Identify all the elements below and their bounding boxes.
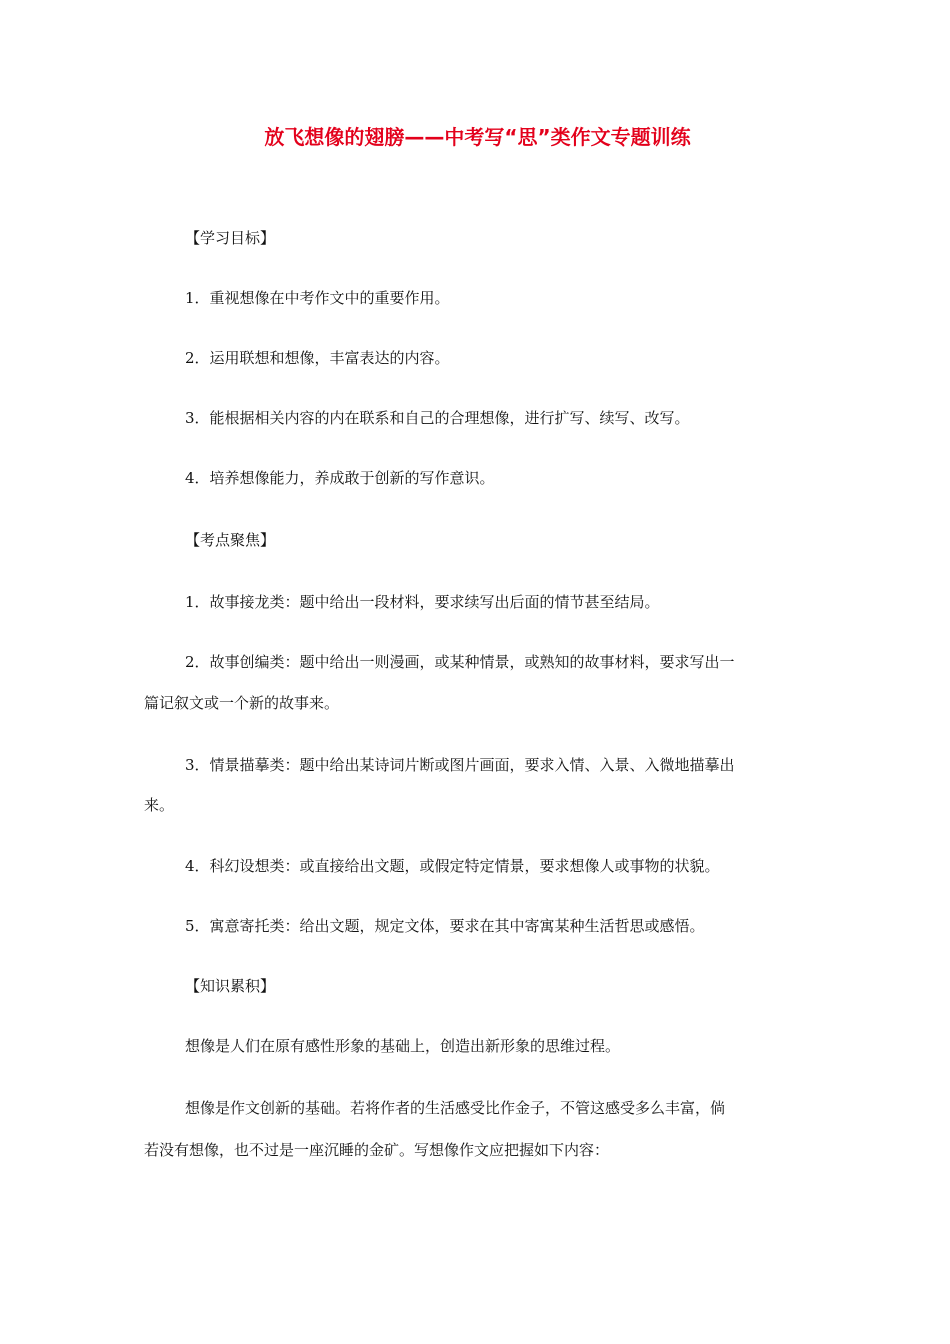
paragraph: 3．情景描摹类：题中给出某诗词片断或图片画面，要求入情、入景、入微地描摹出 [185, 756, 735, 774]
paragraph: 5．寓意寄托类：给出文题，规定文体，要求在其中寄寓某种生活哲思或感悟。 [185, 917, 705, 935]
paragraph: 2．故事创编类：题中给出一则漫画，或某种情景，或熟知的故事材料，要求写出一 [185, 653, 735, 671]
paragraph: 1．重视想像在中考作文中的重要作用。 [185, 289, 450, 307]
document-title: 放飞想像的翅膀——中考写“思”类作文专题训练 [264, 125, 691, 149]
paragraph-continuation: 若没有想像，也不过是一座沉睡的金矿。写想像作文应把握如下内容： [144, 1141, 610, 1159]
paragraph-continuation: 篇记叙文或一个新的故事来。 [144, 694, 340, 712]
paragraph-continuation: 来。 [144, 796, 175, 814]
paragraph: 4．科幻设想类：或直接给出文题，或假定特定情景，要求想像人或事物的状貌。 [185, 857, 720, 875]
section-heading-knowledge: 【知识累积】 [185, 977, 276, 995]
section-heading-exam-focus: 【考点聚焦】 [185, 531, 276, 549]
paragraph: 1．故事接龙类：题中给出一段材料，要求续写出后面的情节甚至结局。 [185, 593, 660, 611]
paragraph: 想像是作文创新的基础。若将作者的生活感受比作金子，不管这感受多么丰富，倘 [185, 1099, 726, 1117]
paragraph: 想像是人们在原有感性形象的基础上，创造出新形象的思维过程。 [185, 1037, 621, 1055]
paragraph: 3．能根据相关内容的内在联系和自己的合理想像，进行扩写、续写、改写。 [185, 409, 690, 427]
paragraph: 4．培养想像能力，养成敢于创新的写作意识。 [185, 469, 495, 487]
paragraph: 2．运用联想和想像，丰富表达的内容。 [185, 349, 450, 367]
section-heading-learning-goals: 【学习目标】 [185, 229, 276, 247]
